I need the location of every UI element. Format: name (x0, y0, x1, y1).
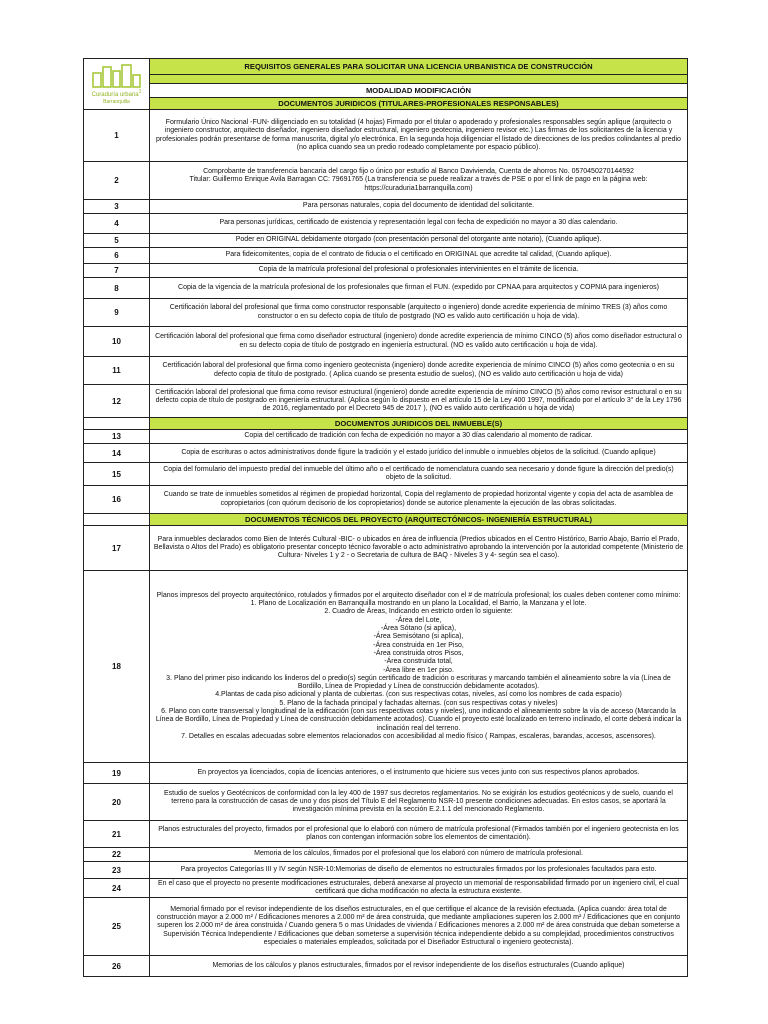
requirement-text: Copia de la vigencia de la matrícula profesional de los profesionales que firman el FUN. (expedido por CPNAA para arquitectos y COPNIA para ingenieros) (150, 278, 688, 299)
requirement-number: 16 (84, 486, 150, 514)
requirement-text: Copia del certificado de tradición con fecha de expedición no mayor a 30 días calendario al momento de radicar. (150, 430, 688, 444)
requirement-row (84, 357, 688, 385)
requirements-sheet (83, 58, 687, 971)
requirement-text: Certificación laboral del profesional que firma como revisor estructural (ingeniero) donde acredite experiencia de mínimo CINCO (5) años como revisor estructural o en su defecto copia de título de postgrado en ingeniería estructural. (Aplica según lo dispuesto en el artículo 15 de la Ley 400 1997, modificado por el artículo 3° de la Ley 1796 de 2016, reglamentado por el Decreto 945 de 2017 ), (NO es valido auto certificación u hoja de vida) (150, 385, 688, 418)
requirement-number: 13 (84, 430, 150, 444)
requirement-number: 9 (84, 299, 150, 327)
requirement-number: 4 (84, 214, 150, 234)
requirement-text: Cuando se trate de inmuebles sometidos al régimen de propiedad horizontal, Copia del reglamento de propiedad horizontal vigente y copia del acta de asamblea de copropietarios (con quórum decisorio de los copropietarios) donde se autorice plenamente la ejecución de las obras solicitadas. (150, 486, 688, 514)
requirement-number: 2 (84, 162, 150, 200)
modality-label: MODALIDAD MODIFICACIÓN (150, 84, 688, 98)
requirement-text: Comprobante de transferencia bancaria del cargo fijo o único por estudio al Banco Davivienda, Cuenta de ahorros No. 0570450270144592 Titular: Guillermo Enrique Avila Barragan CC: 79691765 (La transferencia se puede realizar a través de PSE o por el link de pago en la página web: https://curaduria1barranquilla.com) (150, 162, 688, 200)
requirement-row (84, 430, 688, 444)
section-header-1: DOCUMENTOS JURIDICOS (TITULARES-PROFESIONALES RESPONSABLES) (150, 98, 688, 110)
requirement-number: 14 (84, 444, 150, 463)
requirement-text: Copia del formulario del impuesto predial del inmueble del último año o el certificado de nomenclatura cuando sea necesario y donde figure la dirección del predio(s) objeto de la solicitud. (150, 463, 688, 486)
section-header-3: DOCUMENTOS TÉCNICOS DEL PROYECTO (ARQUITECTÓNICOS- INGENIERÍA ESTRUCTURAL) (150, 514, 688, 526)
logo (84, 59, 150, 110)
requirement-text: Memorias de los cálculos y planos estructurales, firmados por el revisor independiente de los diseños estructurales (Cuando aplique) (150, 956, 688, 977)
requirement-text: Poder en ORIGINAL debidamente otorgado (con presentación personal del otorgante ante notario), (Cuando aplique). (150, 234, 688, 248)
requirement-row (84, 848, 688, 862)
requirement-text: Certificación laboral del profesional que firma como diseñador estructural (ingeniero) donde acredite experiencia de mínimo CINCO (5) años como diseñador estructural o en su defecto copia de título de postgrado en ingeniería estructural. (NO es valido auto certificación u hoja de vida). (150, 327, 688, 357)
requirement-row (84, 162, 688, 200)
requirement-row (84, 463, 688, 486)
requirement-text: En proyectos ya licenciados, copia de licencias anteriores, o el instrumento que hiciere sus veces junto con sus respectivos planos aprobados. (150, 763, 688, 784)
requirement-row (84, 299, 688, 327)
requirement-row (84, 248, 688, 264)
requirement-number: 20 (84, 784, 150, 821)
requirement-text: Copia de escrituras o actos administrativos donde figure la tradición y el estado jurídico del inmuble o inmuebles objetos de la solicitud. (Cuando aplique) (150, 444, 688, 463)
requirement-row (84, 571, 688, 763)
requirement-number: 5 (84, 234, 150, 248)
requirement-text: Para personas jurídicas, certificado de existencia y representación legal con fecha de expedición no mayor a 30 días calendario. (150, 214, 688, 234)
requirement-number: 6 (84, 248, 150, 264)
requirement-row (84, 278, 688, 299)
requirement-text: Para inmuebles declarados como Bien de Interés Cultural -BIC- o ubicados en área de influencia (Predios ubicados en el Centro Histórico, Barrio Abajo, Barrio el Prado, Bellavista o Altos del Prado) es obligatorio presentar concepto técnico favorable o acto administrativo aprobando la intervención por la autoridad competente (Ministerio de Cultura- Niveles 1 y 2 - o Secretaria de cultura de BAQ - Niveles 3 y 4- según sea el caso). (150, 526, 688, 571)
requirement-text: Copia de la matrícula profesional del profesional o profesionales intervinientes en el trámite de licencia. (150, 264, 688, 278)
requirement-text: Planos impresos del proyecto arquitectónico, rotulados y firmados por el arquitecto diseñador con el # de matrícula profesional; los cuales deben contener como mínimo: 1. Plano de Localización en Barranquilla mostrando en un plano la Localidad, el Barrio, la Manzana y el lote. 2. Cuadro de Áreas, Indicando en estricto orden lo siguiente: -Área del Lote, -Área Sótano (si aplica), -Área Semisótano (si aplica), -Área construida en 1er Piso, -Área construida otros Pisos, -Área construida total, -Área libre en 1er piso. 3. Plano del primer piso indicando los linderos del o predio(s) según certificado de tradición o escrituras y marcando también el alineamiento sobre la vía (Línea de Bordillo, Línea de Propiedad y Línea de construcción debidamente acotados). 4.Plantas de cada piso adicional y planta de cubiertas. (con sus respectivas cotas, niveles, así como los nombres de cada espacio) 5. Plano de la fachada principal y fachadas alternas. (con sus respectivas cotas y niveles) 6. Plano con corte transversal y longitudinal de la edificación (con sus respectivas cotas y niveles), uno indicando el alineamiento sobre la vía de acceso (Marcando la Línea de Bordillo, Línea de Propiedad y Línea de construcción debidamente acotados). Cuando el proyecto esté localizado en terreno inclinado, el corte deberá indicar la inclinación real del terreno. 7. Detalles en escalas adecuadas sobre elementos relacionados con accesibilidad al medio físico ( Rampas, escaleras, barandas, accesos, ascensores). (150, 571, 688, 763)
requirement-text: Para fideicomitentes, copia de el contrato de fiducia o el certificado en ORIGINAL que acredite tal calidad, (Cuando aplique). (150, 248, 688, 264)
requirement-row (84, 879, 688, 898)
section-header-2: DOCUMENTOS JURIDICOS DEL INMUEBLE(S) (150, 418, 688, 430)
requirement-row (84, 327, 688, 357)
requirement-number: 7 (84, 264, 150, 278)
requirement-text: Planos estructurales del proyecto, firmados por el profesional que lo elaboró con número de matrícula profesional (Firmados también por el ingeniero geotecnista en los planos con contengan información sobre los elementos de cimentación). (150, 821, 688, 848)
section-spacer (84, 418, 150, 430)
requirement-text: Certificación laboral del profesional que firma como constructor responsable (arquitecto o ingeniero) donde acredite experiencia de mínimo TRES (3) años como constructor o en su defecto copia de título de postgrado (NO es valido auto certificación u hoja de vida). (150, 299, 688, 327)
requirement-text: Para proyectos Categorías III y IV según NSR-10:Memorias de diseño de elementos no estructurales firmados por los profesionales facultados para esto. (150, 862, 688, 879)
requirement-text: Para personas naturales, copia del documento de identidad del solicitante. (150, 200, 688, 214)
requirement-row (84, 110, 688, 162)
requirement-row (84, 200, 688, 214)
requirement-text: Memoria de los cálculos, firmados por el profesional que los elaboró con número de matrícula profesional. (150, 848, 688, 862)
document-title: REQUISITOS GENERALES PARA SOLICITAR UNA LICENCIA URBANISTICA DE CONSTRUCCIÓN (150, 59, 688, 75)
requirement-text: En el caso que el proyecto no presente modificaciones estructurales, deberá anexarse al proyecto un memorial de responsabilidad firmado por un ingeniero civil, el cual certificará que dicha modificación no afecta la estructura existente. (150, 879, 688, 898)
requirement-number: 18 (84, 571, 150, 763)
requirement-number: 1 (84, 110, 150, 162)
requirement-number: 11 (84, 357, 150, 385)
title-spacer (150, 75, 688, 84)
requirement-row (84, 214, 688, 234)
requirement-number: 24 (84, 879, 150, 898)
requirement-row (84, 264, 688, 278)
requirement-number: 10 (84, 327, 150, 357)
requirement-number: 26 (84, 956, 150, 977)
requirement-number: 15 (84, 463, 150, 486)
requirement-row (84, 385, 688, 418)
requirement-row (84, 526, 688, 571)
requirement-row (84, 486, 688, 514)
requirement-number: 8 (84, 278, 150, 299)
requirement-number: 22 (84, 848, 150, 862)
logo-city: Barranquilla (103, 99, 130, 105)
requirement-number: 3 (84, 200, 150, 214)
requirement-row (84, 821, 688, 848)
requirements-table (83, 58, 688, 977)
logo-buildings-icon (89, 63, 145, 89)
requirement-text: Certificación laboral del profesional que firma como ingeniero geotecnista (ingeniero) donde acredite experiencia de mínimo CINCO (5) años como geotecnia o en su defecto copia de título de postgrado. ( Aplica cuando se presenta estudio de suelos), (NO es valido auto certificación u hoja de vida) (150, 357, 688, 385)
requirement-number: 21 (84, 821, 150, 848)
requirement-row (84, 444, 688, 463)
requirement-text: Estudio de suelos y Geotécnicos de conformidad con la ley 400 de 1997 sus decretos reglamentarios. No se exigirán los estudios geotécnicos y de suelo, cuando el terreno para la construcción de casas de uno y dos pisos del Título E del Reglamento NSR-10 presente condiciones adecuadas. En estos casos, se aportará la investigación mínima prevista en la sección E.2.1.1 del mencionado Reglamento. (150, 784, 688, 821)
requirement-text: Memorial firmado por el revisor independiente de los diseños estructurales, en el que certifique el alcance de la revisión efectuada. (Aplica cuando: área total de construcción mayor a 2.000 m² / Edificaciones menores a 2.000 m² de área construida, que mediante ampliaciones superen los 2.000 m² / Edificaciones que en conjunto superen los 2.000 m² de área construida / Cuando genera 5 o mas Unidades de vivienda / Edificaciones menores a 2.000 m² de área construida que deban someterse a Supervisión Técnica Independiente / Edificaciones que deban someterse a supervisión técnica independiente debido a su complejidad, procedimientos constructivos especiales o materiales empleados, solicitada por el Diseñador Estructural o ingeniero geotecnista). (150, 898, 688, 956)
logo-number: 1 (138, 89, 142, 95)
requirement-row (84, 763, 688, 784)
requirement-text: Formulario Único Nacional -FUN- diligenciado en su totalidad (4 hojas) Firmado por el titular o apoderado y profesionales responsables según aplique (arquitecto o ingeniero constructor, arquitecto diseñador, ingeniero diseñador estructural, ingeniero geotecnia, ingeniero revisor etc.) Las firmas de los solicitantes de la licencia y profesionales podrán presentarse de forma manuscrita, digital y/o electrónica. En la segunda hoja diligenciar el listado de direcciones de los predios colindantes al predio (no aplica cuando sea un predio rodeado completamente por espacio público). (150, 110, 688, 162)
requirement-number: 23 (84, 862, 150, 879)
requirement-number: 12 (84, 385, 150, 418)
section-spacer (84, 514, 150, 526)
requirement-number: 19 (84, 763, 150, 784)
requirement-number: 17 (84, 526, 150, 571)
requirement-row (84, 784, 688, 821)
requirement-row (84, 898, 688, 956)
requirement-row (84, 234, 688, 248)
requirement-row (84, 862, 688, 879)
logo-name: Curaduría urbana (91, 92, 139, 98)
requirement-row (84, 956, 688, 977)
requirement-number: 25 (84, 898, 150, 956)
